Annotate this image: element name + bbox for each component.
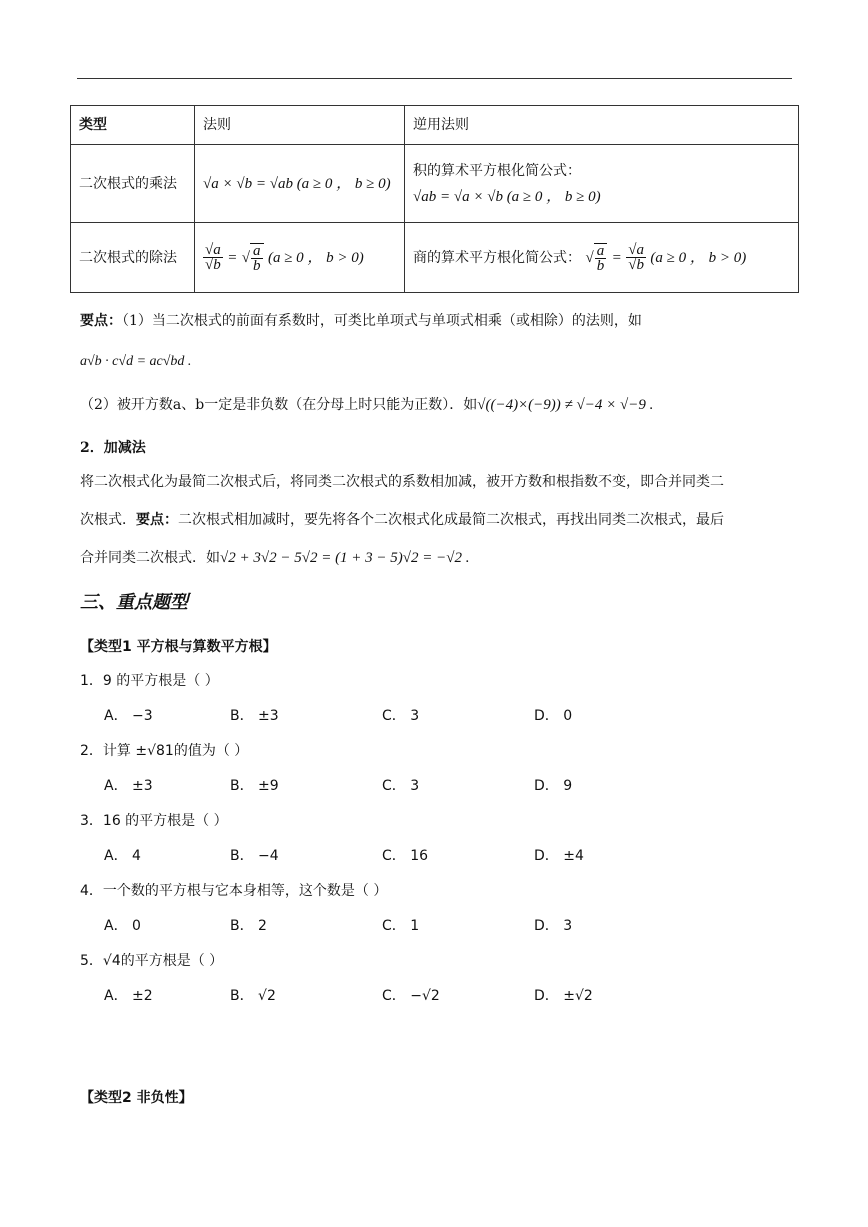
fraction: $\frac{√a}{√b}$ — [205, 242, 221, 273]
option-d: D． ±√2 — [534, 988, 593, 1004]
option-d: D． 3 — [534, 918, 573, 934]
fraction: $\frac{√a}{√b}$ — [628, 242, 644, 273]
row-rule — [195, 145, 405, 223]
rule-condition: (a ≥ 0 ， b > 0) — [267, 249, 364, 266]
options-3 — [104, 845, 804, 865]
note-point2: （2）被开方数a、b一定是非负数（在分母上时只能为正数）．如√((−4)×(−9)) ≠ √−4 × √−9 . — [80, 397, 654, 413]
options-2 — [104, 775, 804, 795]
question-1: 1．9 的平方根是（ ） — [80, 673, 219, 689]
option-c: C． 1 — [382, 918, 420, 934]
table-header-row — [71, 106, 799, 145]
option-b: B． √2 — [230, 988, 276, 1004]
row-type: 二次根式的除法 — [71, 223, 195, 293]
rule-formula: √a × √b = √ab (a ≥ 0 ， b ≥ 0) — [203, 175, 391, 192]
row-inverse: 商的算术平方根化简公式： √ $\frac{a}{b}$ = $\frac{√a}{√b}$ (a ≥ 0 ， b > 0) — [405, 223, 799, 293]
option-d: D． ±4 — [534, 848, 584, 864]
option-b: B． ±3 — [230, 708, 279, 724]
row-rule: $\frac{√a}{√b}$ = √ $\frac{a}{b}$ (a ≥ 0 ， b > 0) — [195, 223, 405, 293]
section-title: 三、重点题型 — [80, 592, 188, 613]
option-c: C． 3 — [382, 708, 420, 724]
question-4: 4．一个数的平方根与它本身相等，这个数是（ ） — [80, 883, 388, 899]
options-4 — [104, 915, 804, 935]
option-c: C． 3 — [382, 778, 420, 794]
option-c: C． −√2 — [382, 988, 440, 1004]
options-1 — [104, 705, 804, 725]
rules-table — [70, 105, 799, 293]
header-rule: 法则 — [195, 106, 405, 145]
question-5: 5．√4的平方根是（ ） — [80, 953, 224, 969]
option-b: B． ±9 — [230, 778, 279, 794]
inverse-formula: √ab = √a × √b (a ≥ 0 ， b ≥ 0) — [413, 188, 601, 205]
header-inverse: 逆用法则 — [405, 106, 799, 145]
addsub-heading: 2．加减法 — [80, 440, 146, 456]
option-b: B． 2 — [230, 918, 267, 934]
fraction: $\frac{a}{b}$ — [594, 243, 608, 273]
row-type: 二次根式的乘法 — [71, 145, 195, 223]
inverse-condition: (a ≥ 0 ， b > 0) — [650, 249, 747, 266]
option-a: A． ±3 — [104, 778, 153, 794]
header-type: 类型 — [71, 106, 195, 145]
option-d: D． 9 — [534, 778, 573, 794]
question-2: 2．计算 ±√81的值为（ ） — [80, 743, 249, 759]
inverse-label: 商的算术平方根化简公式： — [413, 249, 581, 266]
note-point1: 要点：（1）当二次根式的前面有系数时，可类比单项式与单项式相乘（或相除）的法则，如 — [80, 313, 642, 329]
option-d: D． 0 — [534, 708, 573, 724]
options-5 — [104, 985, 804, 1005]
question-3: 3．16 的平方根是（ ） — [80, 813, 228, 829]
row-inverse — [405, 145, 799, 223]
option-a: A． 4 — [104, 848, 141, 864]
type1-heading: 【类型1 平方根与算数平方根】 — [80, 639, 277, 655]
addsub-paragraph: 将二次根式化为最简二次根式后，将同类二次根式的系数相加减，被开方数和根指数不变，即合并同类二 次根式．要点：二次根式相加减时，要先将各个二次根式化成最简二次根式，再找出同类二次根式，最后 合并同类二次根式．如√2 + 3√2 − 5√2 = (1 + 3 − 5)√2 = −√2 . — [80, 474, 724, 566]
fraction: $\frac{a}{b}$ — [250, 243, 264, 273]
header-rule — [77, 78, 792, 79]
option-a: A． −3 — [104, 708, 153, 724]
inverse-label: 积的算术平方根化简公式： — [413, 162, 581, 179]
option-b: B． −4 — [230, 848, 279, 864]
option-c: C． 16 — [382, 848, 429, 864]
option-a: A． 0 — [104, 918, 141, 934]
type2-heading: 【类型2 非负性】 — [80, 1090, 193, 1106]
option-a: A． ±2 — [104, 988, 153, 1004]
table-row — [71, 145, 799, 223]
table-row — [71, 223, 799, 293]
note-point1-formula: a√b · c√d = ac√bd . — [80, 354, 192, 369]
